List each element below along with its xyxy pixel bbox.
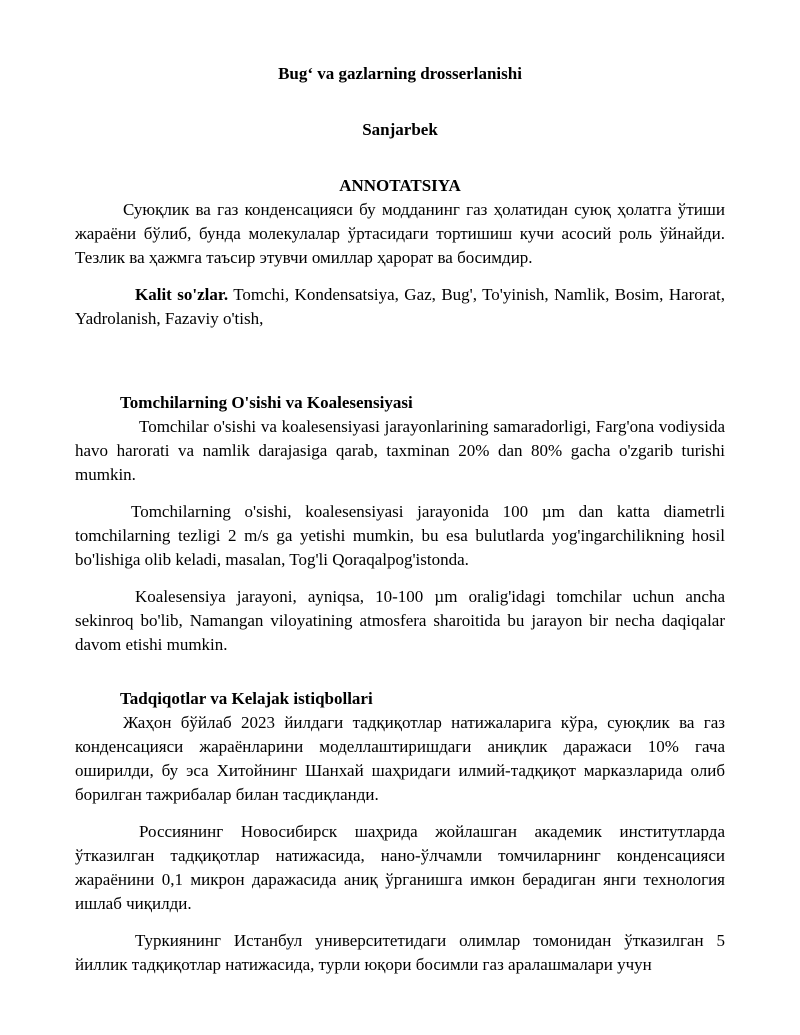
keywords-text: Tomchi, Kondensatsiya, Gaz, Bug', To'yinish, Namlik, Bosim, Harorat, Yadrolanish, Fazaviy o'tish, xyxy=(75,285,725,328)
author-name: Sanjarbek xyxy=(362,120,438,139)
document-title: Bug‘ va gazlarning drosserlanishi xyxy=(278,64,522,83)
annotation-text: Суюқлик ва газ конденсацияси бу модданинг газ ҳолатидан суюқ ҳолатга ўтиши жараёни бўлиб, бунда молекулалар ўртасидаги тортишиш кучи асосий роль ўйнайди. Тезлик ва ҳажмга таъсир этувчи омиллар ҳарорат ва босимдир. xyxy=(75,200,725,267)
annotation-heading: ANNOTATSIYA xyxy=(339,176,461,195)
section-heading-research: Tadqiqotlar va Kelajak istiqbollari xyxy=(120,689,373,708)
section2-paragraph-2: Россиянинг Новосибирск шаҳрида жойлашган академик институтларда ўтказилган тадқиқотлар натижасида, нано-ўлчамли томчиларнинг конденсацияси жараёнини 0,1 микрон даражасида аниқ ўрганишга имкон берадиган янги технология ишлаб чиқилди. xyxy=(75,822,725,913)
section-heading-droplets: Tomchilarning O'sishi va Koalesensiyasi xyxy=(120,393,413,412)
section1-paragraph-3: Koalesensiya jarayoni, ayniqsa, 10-100 µm oralig'idagi tomchilar uchun ancha sekinroq bo'lib, Namangan viloyatining atmosfera sharoitida bu jarayon bir necha daqiqalar davom etishi mumkin. xyxy=(75,587,725,654)
document-body xyxy=(75,62,725,977)
section2-paragraph-3: Туркиянинг Истанбул университетидаги олимлар томонидан ўтказилган 5 йиллик тадқиқотлар натижасида, турли юқори босимли газ аралашмалари учун xyxy=(75,931,725,974)
keywords-label: Kalit so'zlar. xyxy=(135,285,229,304)
section1-paragraph-2: Tomchilarning o'sishi, koalesensiyasi jarayonida 100 µm dan katta diametrli tomchilarning tezligi 2 m/s ga yetishi mumkin, bu esa bulutlarda yog'ingarchilikning hosil bo'lishiga olib keladi, masalan, Tog'li Qoraqalpog'istonda. xyxy=(75,502,725,569)
keywords-paragraph xyxy=(75,283,725,331)
section1-paragraph-1: Tomchilar o'sishi va koalesensiyasi jarayonlarining samaradorligi, Farg'ona vodiysida havo harorati va namlik darajasiga qarab, taxminan 20% dan 80% gacha o'zgarib turishi mumkin. xyxy=(75,417,725,484)
section2-paragraph-1: Жаҳон бўйлаб 2023 йилдаги тадқиқотлар натижаларига кўра, суюқлик ва газ конденсацияси жараёнларини моделлаштиришдаги аниқлик даражаси 10% гача оширилди, бу эса Хитойнинг Шанхай шаҳридаги илмий-тадқиқот марказларида олиб борилган тажрибалар билан тасдиқланди. xyxy=(75,713,725,804)
